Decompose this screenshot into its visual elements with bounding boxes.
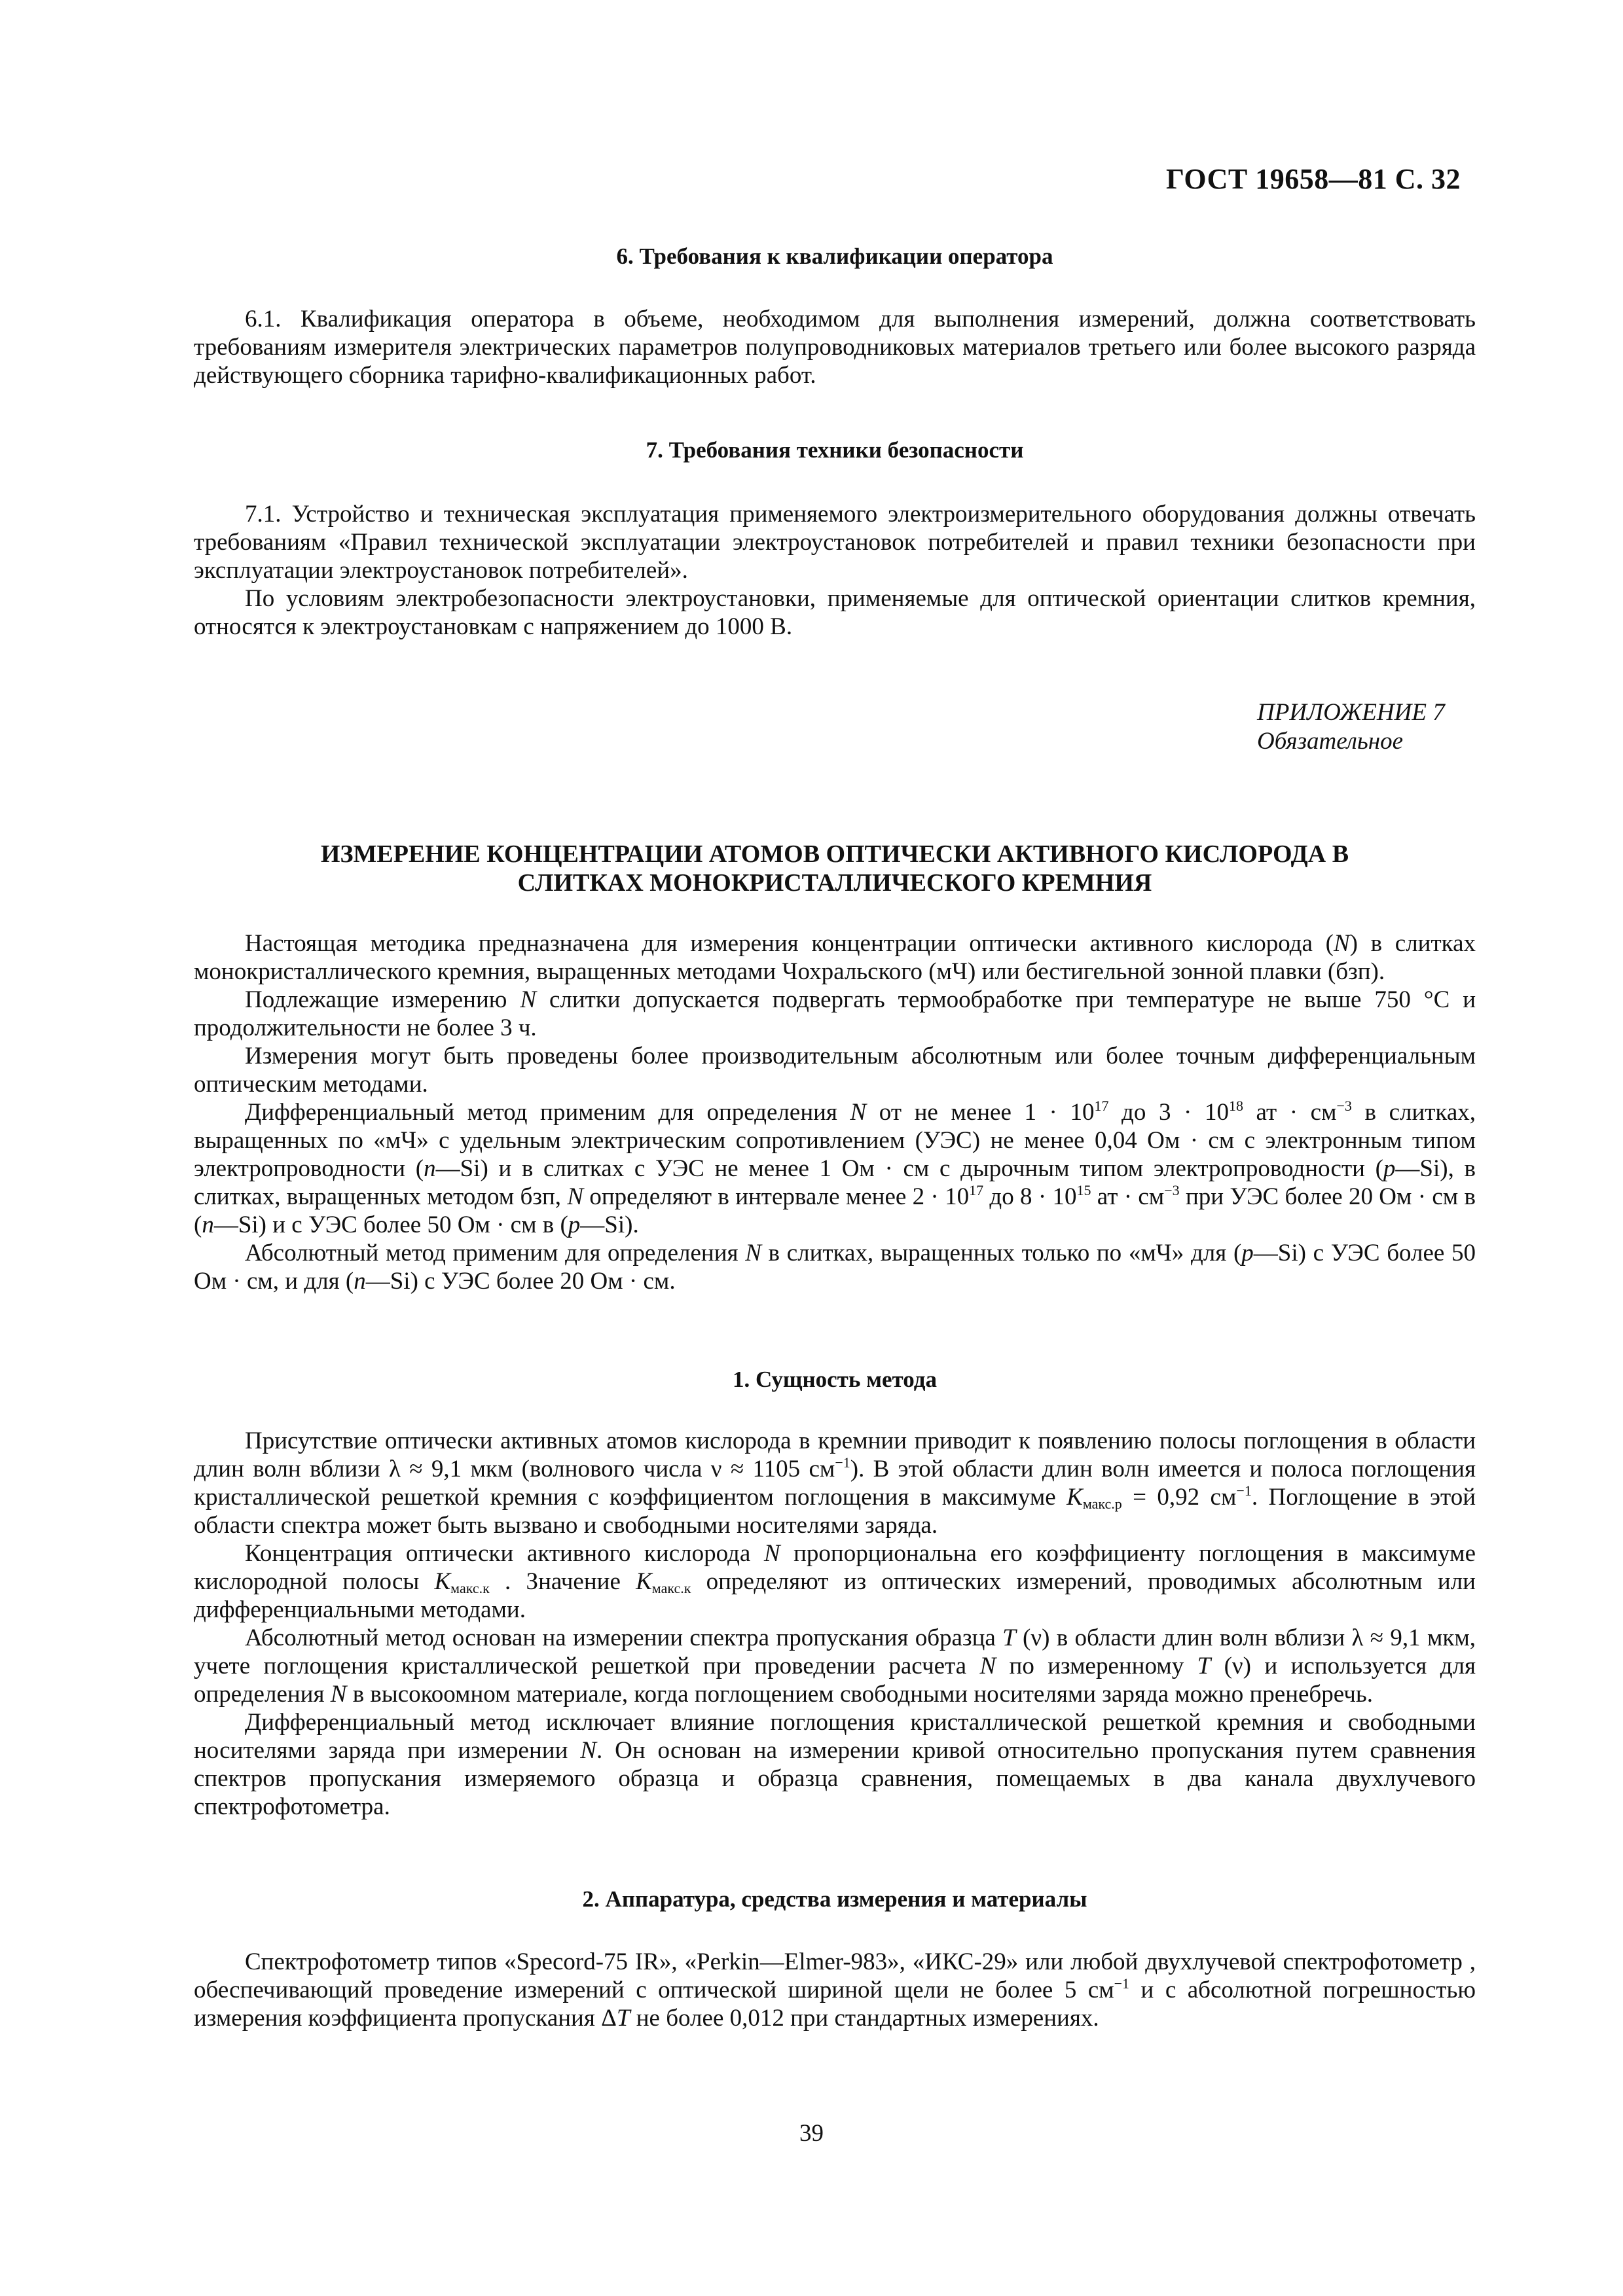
paragraph-7-2: По условиям электробезопасности электроустановки, применяемые для оптической ориентации слитков кремния, относятся к электроустановкам с напряжением до 1000 В. xyxy=(194,585,1476,640)
section-1-title: 1. Сущность метода xyxy=(733,1367,937,1392)
paragraph-7-1: 7.1. Устройство и техническая эксплуатация применяемого электроизмерительного оборудования должны отвечать требованиям «Правил технической эксплуатации электроустановок потребителей и правил техники безопасности при эксплуатации электроустановок потребителей». xyxy=(194,501,1476,584)
paragraph-6-1: 6.1. Квалификация оператора в объеме, необходимом для выполнения измерений, должна соответствовать требованиям измерителя электрических параметров полупроводниковых материалов третьего или более высокого разряда действующего сборника тарифно-квалификационных работ. xyxy=(194,306,1476,389)
intro-paragraph-3: Измерения могут быть проведены более производительным абсолютным или более точным дифференциальным оптическим методами. xyxy=(194,1043,1476,1098)
section-1-paragraph-3: Абсолютный метод основан на измерении спектра пропускания образца T (ν) в области длин волн вблизи λ ≈ 9,1 мкм, учете поглощения кристаллической решеткой при проведении расчета N по измеренному T (ν) и используется для определения N в высокоомном материале, когда поглощением свободными носителями заряда можно пренебречь. xyxy=(194,1624,1476,1708)
section-1-paragraph-4: Дифференциальный метод исключает влияние поглощения кристаллической решеткой кремния и свободными носителями заряда при измерении N. Он основан на измерении кривой относительно пропускания путем сравнения спектров пропускания измеряемого образца и образца сравнения, помещаемых в два канала двухлучевого спектрофотометра. xyxy=(194,1709,1476,1820)
appendix-title-line-2: СЛИТКАХ МОНОКРИСТАЛЛИЧЕСКОГО КРЕМНИЯ xyxy=(517,869,1152,897)
section-1-body xyxy=(194,1427,1476,1821)
appendix-title-line-1: ИЗМЕРЕНИЕ КОНЦЕНТРАЦИИ АТОМОВ ОПТИЧЕСКИ АКТИВНОГО КИСЛОРОДА В xyxy=(320,840,1349,868)
page-number: 39 xyxy=(799,2120,824,2147)
appendix-status: Обязательное xyxy=(1257,728,1404,755)
document-header: ГОСТ 19658—81 С. 32 xyxy=(1165,163,1461,195)
section-6 xyxy=(194,243,1476,270)
section-2-title: 2. Аппаратура, средства измерения и материалы xyxy=(582,1886,1087,1912)
section-1-paragraph-1: Присутствие оптически активных атомов кислорода в кремнии приводит к появлению полосы поглощения в области длин волн вблизи λ ≈ 9,1 мкм (волнового числа ν ≈ 1105 $см^{-1}$). В этой области длин волн имеется и полоса поглощения кристаллической решеткой кремния с коэффициентом поглощения в максимуме $K_{макс.р} = 0,92$ $см^{-1}$. Поглощение в этой области спектра может быть вызвано и свободными носителями заряда. xyxy=(194,1427,1476,1539)
section-6-body xyxy=(194,305,1476,389)
section-2-body xyxy=(194,1948,1476,2032)
section-2-paragraph-1: Спектрофотометр типов «Specord-75 IR», «Perkin—Elmer-983», «ИКС-29» или любой двухлучевой спектрофотометр , обеспечивающий проведение измерений с оптической шириной щели не более 5 $см^{-1}$ и с абсолютной погрешностью измерения коэффициента пропускания ΔT не более 0,012 при стандартных измерениях. xyxy=(194,1948,1476,2032)
intro-paragraph-2: Подлежащие измерению N слитки допускается подвергать термообработке при температуре не выше 750 °С и продолжительности не более 3 ч. xyxy=(194,986,1476,1041)
appendix-label xyxy=(1257,698,1445,756)
section-1-paragraph-2: Концентрация оптически активного кислорода N пропорциональна его коэффициенту поглощения в максимуме кислородной полосы $K_{макс.к}$ . Значение $K_{макс.к}$ определяют из оптических измерений, проводимых абсолютным или дифференциальными методами. xyxy=(194,1540,1476,1623)
intro-paragraph-1: Настоящая методика предназначена для измерения концентрации оптически активного кислорода (N) в слитках монокристаллического кремния, выращенных методами Чохральского (мЧ) или бестигельной зонной плавки (бзп). xyxy=(194,930,1476,985)
section-7 xyxy=(194,437,1476,463)
section-2 xyxy=(194,1886,1476,1912)
section-7-body xyxy=(194,500,1476,641)
appendix-title xyxy=(194,840,1476,897)
section-7-title: 7. Требования техники безопасности xyxy=(646,437,1024,463)
intro-paragraph-4: Дифференциальный метод применим для определения N от не менее $1 \cdot 10^{17}$ до $3 \cdot 10^{18}$ ат · $см^{-3}$ в слитках, выращенных по «мЧ» с удельным электрическим сопротивлением (УЭС) не менее 0,04 Ом · см с электронным типом электропроводности (n—Si) и в слитках с УЭС не менее 1 Ом · см с дырочным типом электропроводности (p—Si), в слитках, выращенных методом бзп, N определяют в интервале менее $2 \cdot 10^{17}$ до $8 \cdot 10^{15}$ ат · $см^{-3}$ при УЭС более 20 Ом · см в (n—Si) и с УЭС более 50 Ом · см в (p—Si). xyxy=(194,1098,1476,1238)
intro-body xyxy=(194,929,1476,1295)
appendix-number: ПРИЛОЖЕНИЕ 7 xyxy=(1257,699,1445,726)
intro-paragraph-5: Абсолютный метод применим для определения N в слитках, выращенных только по «мЧ» для (p—Si) с УЭС более 50 Ом · см, и для (n—Si) с УЭС более 20 Ом · см. xyxy=(194,1240,1476,1295)
section-6-title: 6. Требования к квалификации оператора xyxy=(616,243,1053,269)
section-1 xyxy=(194,1367,1476,1393)
